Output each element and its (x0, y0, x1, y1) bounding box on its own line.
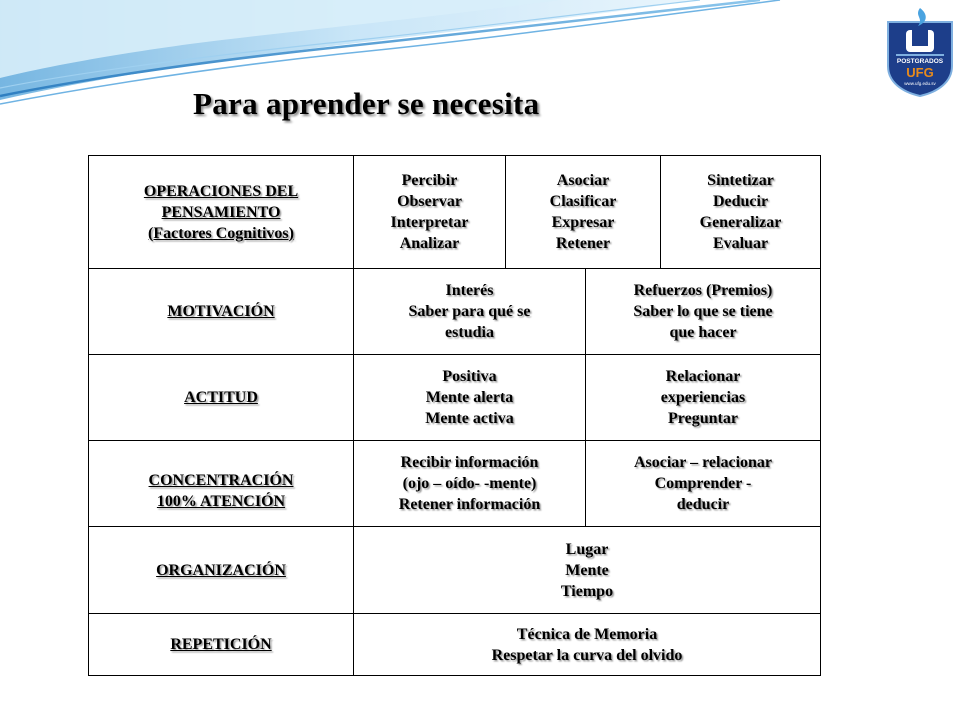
cell-actitud-right: Relacionar experiencias Preguntar (586, 355, 821, 441)
category-repeticion: REPETICIÓN (89, 614, 354, 676)
logo-text-postgrados: POSTGRADOS (896, 58, 944, 65)
cell-organizacion: Lugar Mente Tiempo (354, 527, 821, 614)
table-row-actitud (89, 355, 821, 441)
page-title: Para aprender se necesita (193, 86, 540, 121)
category-actitud: ACTITUD (89, 355, 354, 441)
cell-repeticion: Técnica de Memoria Respetar la curva del olvido (354, 614, 821, 676)
cell-operaciones-1: Percibir Observar Interpretar Analizar (354, 156, 506, 269)
logo-text-ufg: UFG (906, 65, 934, 80)
table-row-repeticion (89, 614, 821, 676)
ufg-postgrados-logo (884, 6, 956, 98)
table-row-concentracion (89, 441, 821, 527)
table-row-motivacion (89, 269, 821, 355)
cell-concentracion-right: Asociar – relacionar Comprender - deducir (586, 441, 821, 527)
cell-operaciones-3: Sintetizar Deducir Generalizar Evaluar (661, 156, 821, 269)
table-row-organizacion (89, 527, 821, 614)
category-organizacion: ORGANIZACIÓN (89, 527, 354, 614)
cell-actitud-left: Positiva Mente alerta Mente activa (354, 355, 586, 441)
category-motivacion: MOTIVACIÓN (89, 269, 354, 355)
table-row-operaciones (89, 156, 821, 269)
category-operaciones: OPERACIONES DEL PENSAMIENTO (Factores Cognitivos) (89, 156, 354, 269)
learning-requirements-table (88, 155, 821, 676)
logo-text-url: www.ufg.edu.sv (904, 81, 936, 86)
cell-motivacion-right: Refuerzos (Premios) Saber lo que se tiene que hacer (586, 269, 821, 355)
cell-operaciones-2: Asociar Clasificar Expresar Retener (506, 156, 661, 269)
cell-concentracion-left: Recibir información (ojo – oído- -mente) Retener información (354, 441, 586, 527)
category-concentracion: CONCENTRACIÓN 100% ATENCIÓN (89, 441, 354, 527)
cell-motivacion-left: Interés Saber para qué se estudia (354, 269, 586, 355)
